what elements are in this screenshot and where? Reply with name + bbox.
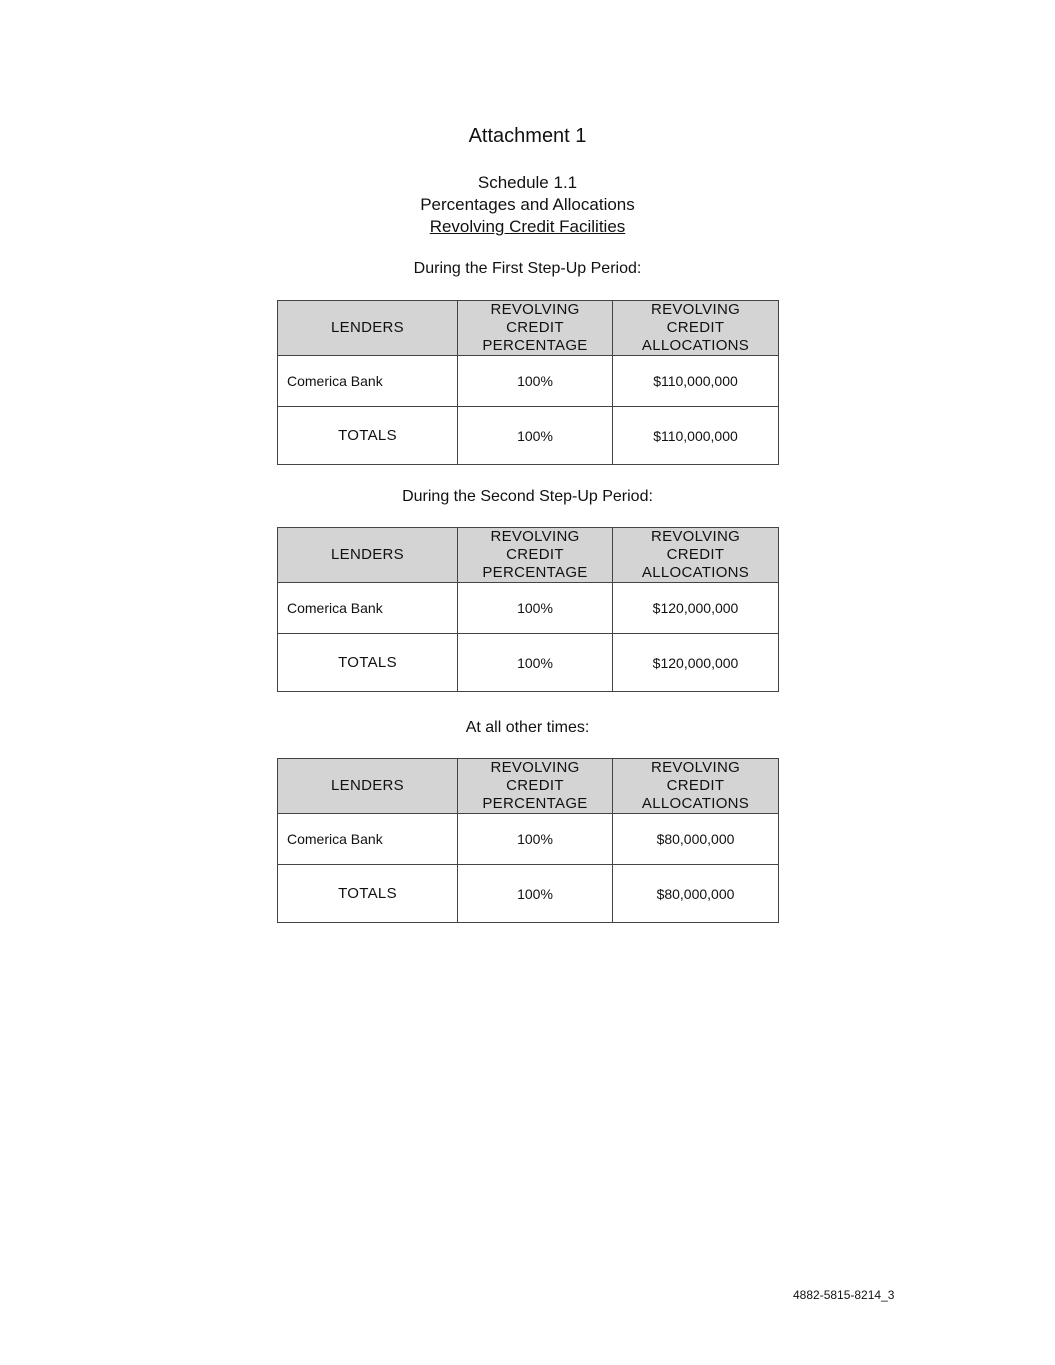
schedule-number: Schedule 1.1 — [477, 173, 578, 192]
lender-name: Comerica Bank — [278, 814, 458, 865]
table-row — [278, 356, 779, 407]
lenders-header: LENDERS — [278, 528, 458, 583]
totals-percentage: 100% — [458, 634, 613, 692]
table-row — [278, 814, 779, 865]
totals-label: TOTALS — [278, 407, 458, 465]
totals-row — [278, 634, 779, 692]
table-header-row — [278, 759, 779, 814]
lender-allocation: $110,000,000 — [613, 356, 779, 407]
table-header-row — [278, 301, 779, 356]
facility-title: Revolving Credit Facilities — [429, 217, 626, 236]
lender-percentage: 100% — [458, 814, 613, 865]
totals-label: TOTALS — [278, 634, 458, 692]
totals-allocation: $80,000,000 — [613, 865, 779, 923]
lender-allocation: $80,000,000 — [613, 814, 779, 865]
totals-row — [278, 865, 779, 923]
percentage-header: REVOLVING CREDIT PERCENTAGE — [458, 528, 613, 583]
totals-percentage: 100% — [458, 407, 613, 465]
totals-percentage: 100% — [458, 865, 613, 923]
schedule-heading — [0, 172, 1055, 238]
schedule-subtitle: Percentages and Allocations — [420, 195, 635, 214]
table-header-row — [278, 528, 779, 583]
allocation-table-first-step-up — [277, 300, 779, 465]
allocations-header: REVOLVING CREDIT ALLOCATIONS — [613, 301, 779, 356]
lender-name: Comerica Bank — [278, 583, 458, 634]
totals-label: TOTALS — [278, 865, 458, 923]
percentage-header: REVOLVING CREDIT PERCENTAGE — [458, 759, 613, 814]
period-heading-first-step-up: During the First Step-Up Period: — [413, 260, 642, 277]
totals-allocation: $110,000,000 — [613, 407, 779, 465]
page-title: Attachment 1 — [468, 125, 587, 147]
table-row — [278, 583, 779, 634]
lender-name: Comerica Bank — [278, 356, 458, 407]
allocations-header: REVOLVING CREDIT ALLOCATIONS — [613, 528, 779, 583]
lenders-header: LENDERS — [278, 301, 458, 356]
allocation-table-other-times — [277, 758, 779, 923]
period-heading-second-step-up: During the Second Step-Up Period: — [402, 488, 653, 505]
allocation-table-second-step-up — [277, 527, 779, 692]
percentage-header: REVOLVING CREDIT PERCENTAGE — [458, 301, 613, 356]
period-heading-other-times: At all other times: — [465, 719, 590, 736]
lender-allocation: $120,000,000 — [613, 583, 779, 634]
totals-row — [278, 407, 779, 465]
document-id: 4882-5815-8214_3 — [793, 1288, 895, 1302]
lenders-header: LENDERS — [278, 759, 458, 814]
lender-percentage: 100% — [458, 356, 613, 407]
allocations-header: REVOLVING CREDIT ALLOCATIONS — [613, 759, 779, 814]
lender-percentage: 100% — [458, 583, 613, 634]
totals-allocation: $120,000,000 — [613, 634, 779, 692]
